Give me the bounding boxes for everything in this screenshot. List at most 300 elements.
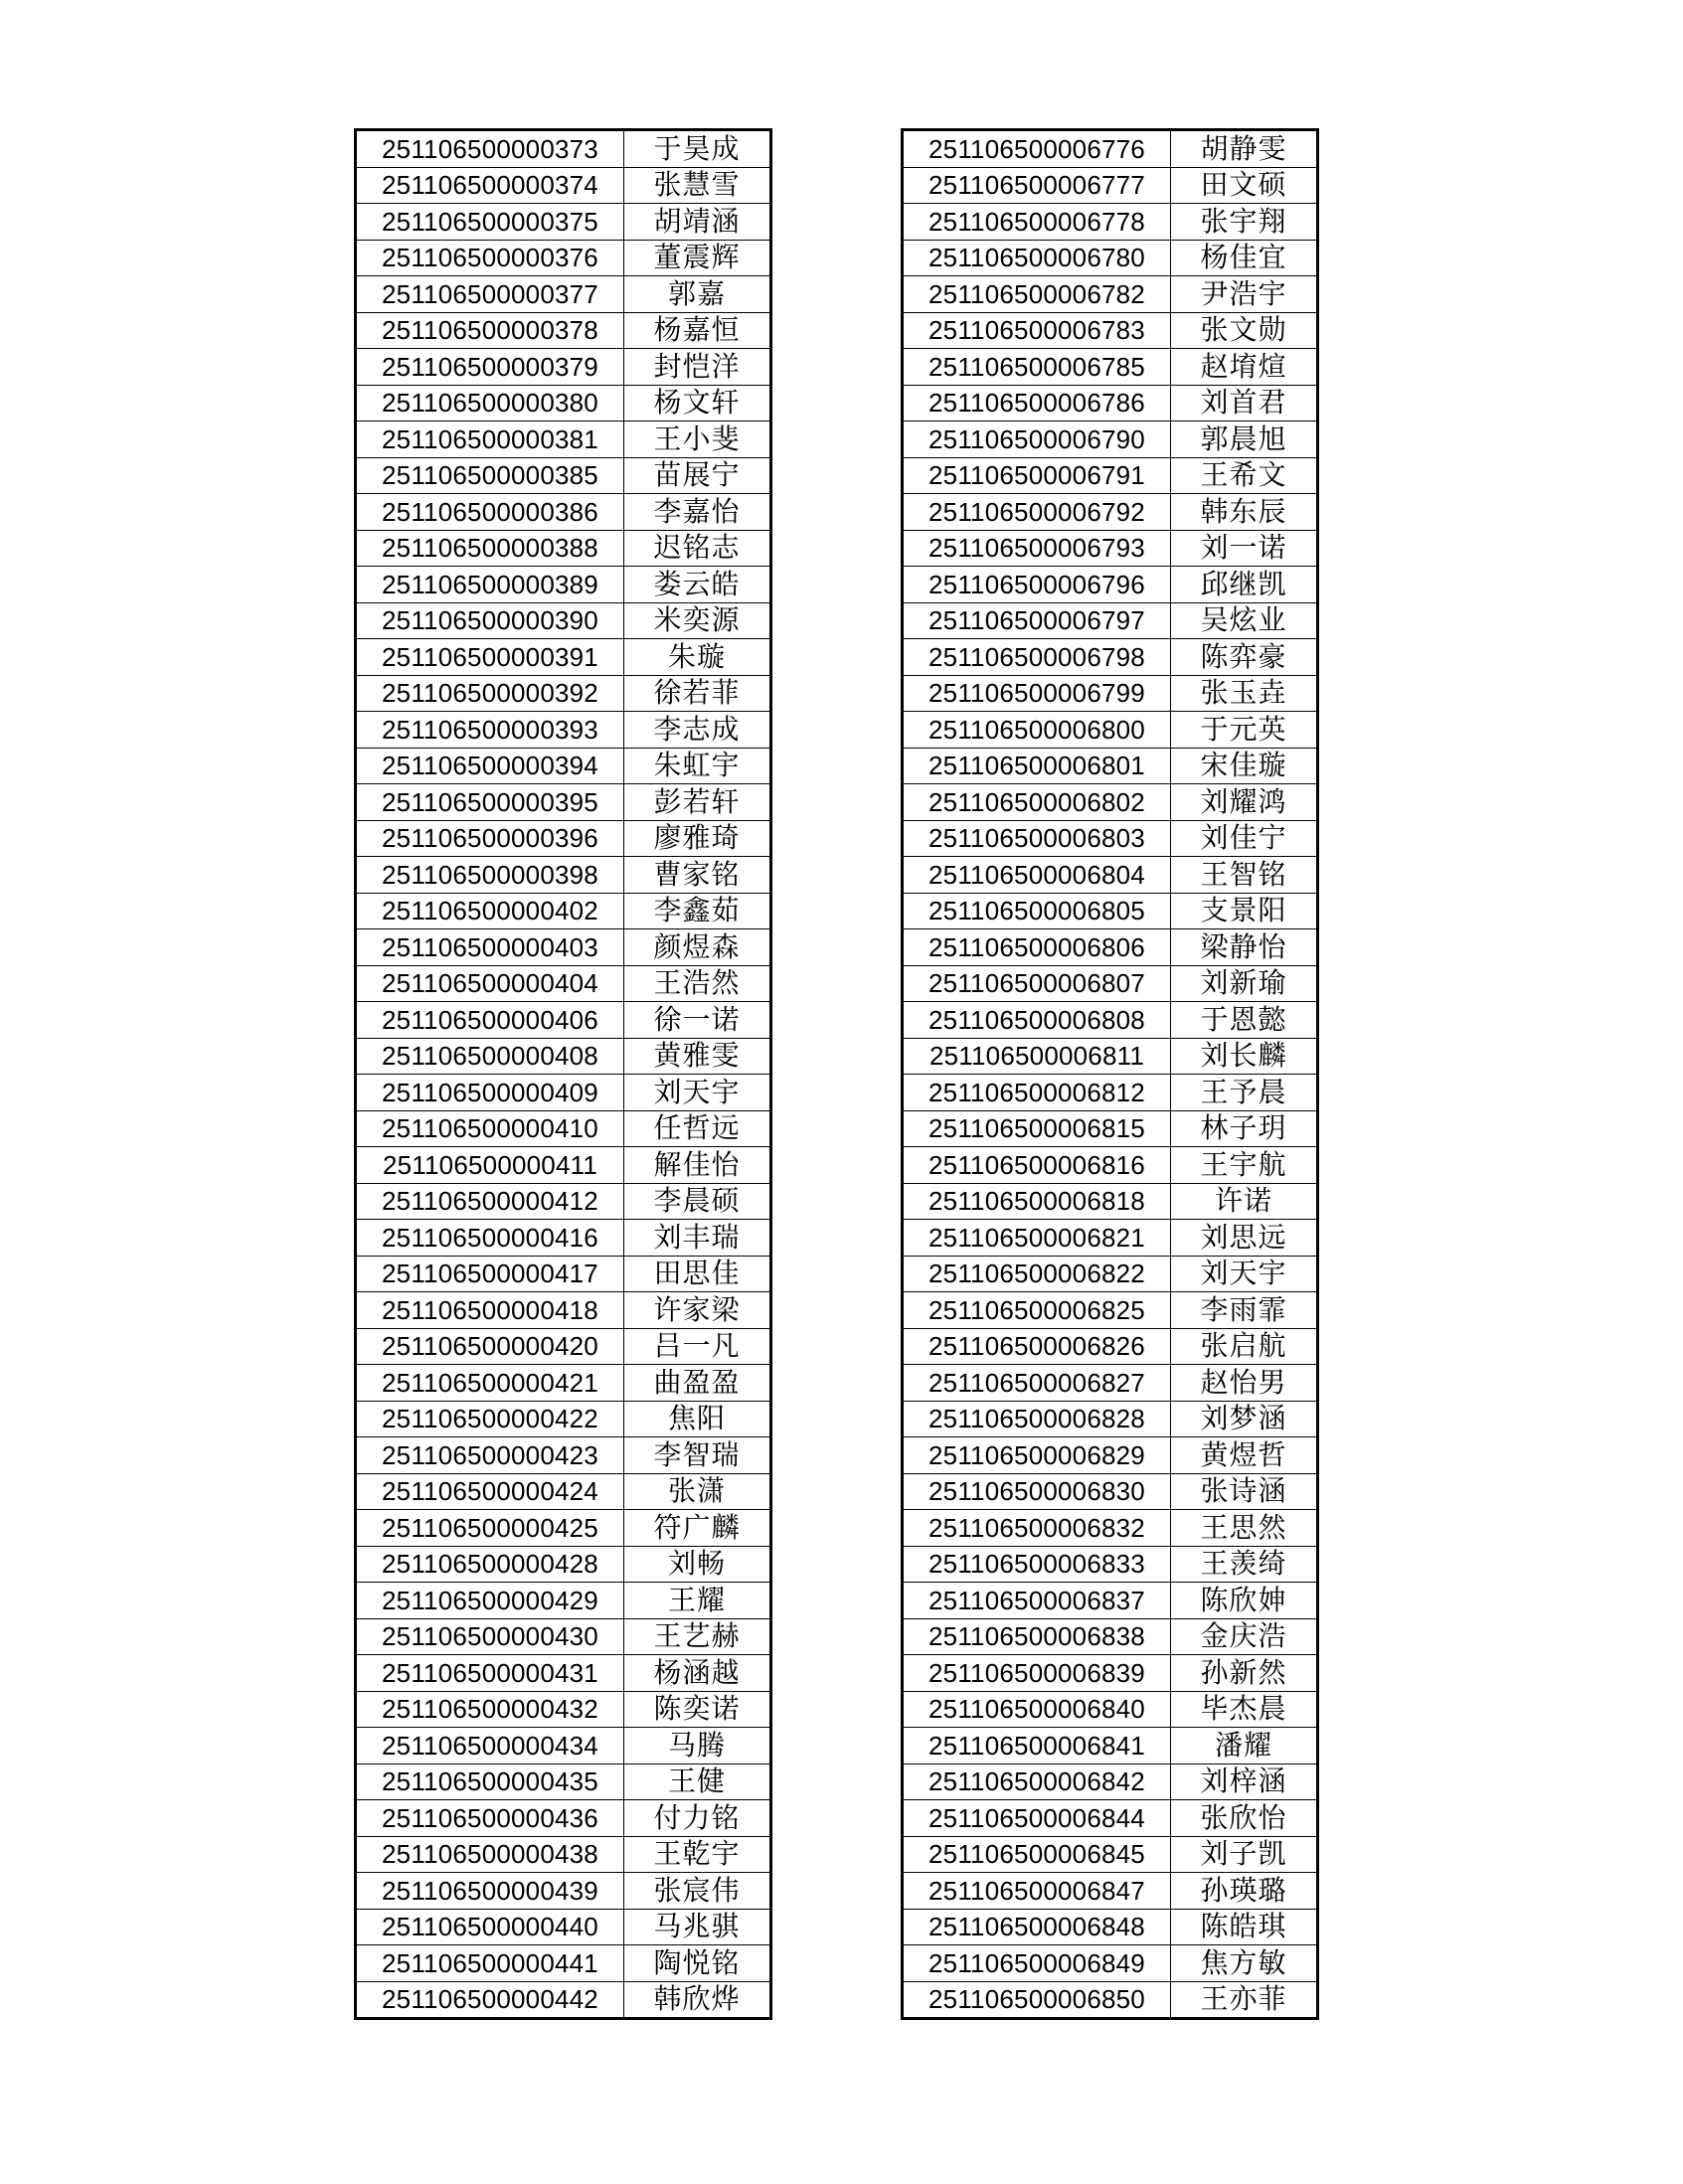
student-id-cell: 251106500000380 — [356, 385, 624, 421]
student-id-cell: 251106500000393 — [356, 712, 624, 749]
student-id-cell: 251106500006793 — [903, 530, 1171, 567]
table-row — [356, 784, 771, 821]
student-name-cell: 刘一诺 — [1171, 530, 1318, 567]
table-row — [903, 929, 1318, 966]
table-row — [903, 530, 1318, 567]
table-row — [903, 893, 1318, 929]
student-id-cell: 251106500000376 — [356, 240, 624, 276]
student-name-cell: 于恩懿 — [1171, 1002, 1318, 1039]
student-id-cell: 251106500000410 — [356, 1110, 624, 1147]
table-row — [903, 1764, 1318, 1800]
student-id-cell: 251106500000430 — [356, 1618, 624, 1655]
student-id-cell: 251106500000388 — [356, 530, 624, 567]
student-name-cell: 尹浩宇 — [1171, 276, 1318, 313]
table-row — [356, 1437, 771, 1474]
student-name-cell: 梁静怡 — [1171, 929, 1318, 966]
student-name-cell: 马腾 — [624, 1728, 771, 1764]
table-row — [356, 457, 771, 494]
student-id-cell: 251106500006821 — [903, 1220, 1171, 1257]
student-name-cell: 刘思远 — [1171, 1220, 1318, 1257]
student-id-cell: 251106500006847 — [903, 1873, 1171, 1910]
student-id-cell: 251106500000386 — [356, 494, 624, 531]
table-row — [356, 567, 771, 603]
student-name-cell: 刘梓涵 — [1171, 1764, 1318, 1800]
student-id-cell: 251106500000434 — [356, 1728, 624, 1764]
student-id-cell: 251106500006822 — [903, 1256, 1171, 1292]
table-row — [356, 1836, 771, 1873]
student-id-cell: 251106500006842 — [903, 1764, 1171, 1800]
student-id-cell: 251106500000412 — [356, 1183, 624, 1220]
student-name-cell: 朱虹宇 — [624, 748, 771, 784]
student-name-cell: 王小斐 — [624, 421, 771, 458]
student-id-cell: 251106500000417 — [356, 1256, 624, 1292]
table-row — [356, 1473, 771, 1510]
student-name-cell: 王羡绮 — [1171, 1546, 1318, 1583]
student-name-cell: 王亦菲 — [1171, 1981, 1318, 2019]
table-row — [356, 1981, 771, 2019]
student-id-cell: 251106500006805 — [903, 893, 1171, 929]
table-row — [903, 1691, 1318, 1728]
student-id-cell: 251106500006786 — [903, 385, 1171, 421]
student-name-cell: 刘天宇 — [624, 1075, 771, 1111]
table-row — [903, 784, 1318, 821]
roster-table-left-body — [356, 130, 771, 2019]
student-name-cell: 宋佳璇 — [1171, 748, 1318, 784]
student-name-cell: 苗展宁 — [624, 457, 771, 494]
student-name-cell: 陶悦铭 — [624, 1945, 771, 1982]
table-row — [356, 494, 771, 531]
table-row — [356, 1691, 771, 1728]
student-id-cell: 251106500006776 — [903, 130, 1171, 168]
student-id-cell: 251106500006825 — [903, 1292, 1171, 1329]
student-name-cell: 胡靖涵 — [624, 204, 771, 241]
student-id-cell: 251106500000439 — [356, 1873, 624, 1910]
table-row — [356, 1945, 771, 1982]
student-id-cell: 251106500000398 — [356, 857, 624, 894]
student-id-cell: 251106500000438 — [356, 1836, 624, 1873]
roster-table-left — [354, 128, 772, 2020]
table-row — [356, 1800, 771, 1837]
student-id-cell: 251106500000391 — [356, 639, 624, 676]
student-id-cell: 251106500006849 — [903, 1945, 1171, 1982]
table-row — [903, 1292, 1318, 1329]
table-row — [903, 167, 1318, 204]
table-row — [356, 1655, 771, 1692]
table-row — [903, 1510, 1318, 1547]
student-name-cell: 刘丰瑞 — [624, 1220, 771, 1257]
student-name-cell: 张启航 — [1171, 1328, 1318, 1365]
table-row — [903, 1583, 1318, 1619]
student-id-cell: 251106500006826 — [903, 1328, 1171, 1365]
student-id-cell: 251106500006808 — [903, 1002, 1171, 1039]
student-id-cell: 251106500006807 — [903, 965, 1171, 1002]
table-row — [356, 1873, 771, 1910]
student-name-cell: 毕杰晨 — [1171, 1691, 1318, 1728]
student-name-cell: 陈奕诺 — [624, 1691, 771, 1728]
table-row — [903, 1220, 1318, 1257]
student-id-cell: 251106500006785 — [903, 349, 1171, 386]
table-row — [356, 1220, 771, 1257]
student-id-cell: 251106500000375 — [356, 204, 624, 241]
student-id-cell: 251106500006783 — [903, 312, 1171, 349]
student-name-cell: 李鑫茹 — [624, 893, 771, 929]
table-row — [903, 1002, 1318, 1039]
student-id-cell: 251106500006802 — [903, 784, 1171, 821]
table-row — [356, 1328, 771, 1365]
table-row — [903, 1365, 1318, 1402]
table-row — [903, 276, 1318, 313]
student-name-cell: 解佳怡 — [624, 1147, 771, 1184]
student-name-cell: 许诺 — [1171, 1183, 1318, 1220]
student-id-cell: 251106500000390 — [356, 602, 624, 639]
table-row — [903, 1401, 1318, 1437]
table-row — [903, 1728, 1318, 1764]
table-row — [903, 857, 1318, 894]
table-row — [356, 893, 771, 929]
table-row — [356, 929, 771, 966]
student-id-cell: 251106500006818 — [903, 1183, 1171, 1220]
student-id-cell: 251106500000411 — [356, 1147, 624, 1184]
student-id-cell: 251106500000420 — [356, 1328, 624, 1365]
table-row — [903, 1655, 1318, 1692]
table-row — [903, 349, 1318, 386]
student-id-cell: 251106500000389 — [356, 567, 624, 603]
student-name-cell: 符广麟 — [624, 1510, 771, 1547]
student-id-cell: 251106500000392 — [356, 675, 624, 712]
student-name-cell: 吴炫业 — [1171, 602, 1318, 639]
table-row — [903, 494, 1318, 531]
student-name-cell: 刘长麟 — [1171, 1038, 1318, 1075]
student-id-cell: 251106500006800 — [903, 712, 1171, 749]
student-id-cell: 251106500006837 — [903, 1583, 1171, 1619]
student-name-cell: 杨佳宜 — [1171, 240, 1318, 276]
table-row — [356, 1292, 771, 1329]
student-name-cell: 廖雅琦 — [624, 820, 771, 857]
student-id-cell: 251106500000404 — [356, 965, 624, 1002]
table-row — [903, 1836, 1318, 1873]
student-name-cell: 邱继凯 — [1171, 567, 1318, 603]
table-row — [903, 1110, 1318, 1147]
student-id-cell: 251106500000416 — [356, 1220, 624, 1257]
table-row — [903, 639, 1318, 676]
student-name-cell: 张诗涵 — [1171, 1473, 1318, 1510]
student-name-cell: 刘畅 — [624, 1546, 771, 1583]
table-row — [903, 1981, 1318, 2019]
student-name-cell: 赵怡男 — [1171, 1365, 1318, 1402]
roster-table-right-body — [903, 130, 1318, 2019]
student-id-cell: 251106500006796 — [903, 567, 1171, 603]
student-name-cell: 徐若菲 — [624, 675, 771, 712]
student-id-cell: 251106500006798 — [903, 639, 1171, 676]
student-name-cell: 田思佳 — [624, 1256, 771, 1292]
student-id-cell: 251106500006790 — [903, 421, 1171, 458]
student-id-cell: 251106500006838 — [903, 1618, 1171, 1655]
student-name-cell: 马兆骐 — [624, 1909, 771, 1945]
student-id-cell: 251106500006811 — [903, 1038, 1171, 1075]
student-name-cell: 金庆浩 — [1171, 1618, 1318, 1655]
student-name-cell: 焦阳 — [624, 1401, 771, 1437]
student-id-cell: 251106500000379 — [356, 349, 624, 386]
student-name-cell: 李嘉怡 — [624, 494, 771, 531]
student-name-cell: 曲盈盈 — [624, 1365, 771, 1402]
student-id-cell: 251106500006832 — [903, 1510, 1171, 1547]
student-id-cell: 251106500006845 — [903, 1836, 1171, 1873]
student-name-cell: 张玉垚 — [1171, 675, 1318, 712]
table-row — [903, 1328, 1318, 1365]
student-id-cell: 251106500000436 — [356, 1800, 624, 1837]
student-id-cell: 251106500000432 — [356, 1691, 624, 1728]
student-name-cell: 李雨霏 — [1171, 1292, 1318, 1329]
table-row — [903, 748, 1318, 784]
student-name-cell: 陈皓琪 — [1171, 1909, 1318, 1945]
student-id-cell: 251106500006841 — [903, 1728, 1171, 1764]
student-name-cell: 王智铭 — [1171, 857, 1318, 894]
student-name-cell: 张慧雪 — [624, 167, 771, 204]
student-name-cell: 米奕源 — [624, 602, 771, 639]
table-row — [356, 1764, 771, 1800]
table-row — [356, 1256, 771, 1292]
student-name-cell: 王思然 — [1171, 1510, 1318, 1547]
table-row — [903, 130, 1318, 168]
student-name-cell: 郭嘉 — [624, 276, 771, 313]
table-row — [356, 1618, 771, 1655]
table-row — [356, 965, 771, 1002]
table-row — [356, 167, 771, 204]
student-id-cell: 251106500000402 — [356, 893, 624, 929]
table-row — [356, 1365, 771, 1402]
table-row — [903, 457, 1318, 494]
student-name-cell: 吕一凡 — [624, 1328, 771, 1365]
student-id-cell: 251106500000418 — [356, 1292, 624, 1329]
student-id-cell: 251106500006815 — [903, 1110, 1171, 1147]
table-row — [903, 1038, 1318, 1075]
student-name-cell: 董震辉 — [624, 240, 771, 276]
student-name-cell: 杨文轩 — [624, 385, 771, 421]
student-id-cell: 251106500000409 — [356, 1075, 624, 1111]
student-id-cell: 251106500000378 — [356, 312, 624, 349]
table-row — [356, 639, 771, 676]
table-row — [903, 602, 1318, 639]
student-id-cell: 251106500006844 — [903, 1800, 1171, 1837]
student-id-cell: 251106500000423 — [356, 1437, 624, 1474]
student-name-cell: 朱璇 — [624, 639, 771, 676]
student-name-cell: 曹家铭 — [624, 857, 771, 894]
student-id-cell: 251106500006778 — [903, 204, 1171, 241]
table-row — [903, 1909, 1318, 1945]
student-name-cell: 张宸伟 — [624, 1873, 771, 1910]
student-id-cell: 251106500000424 — [356, 1473, 624, 1510]
student-id-cell: 251106500006850 — [903, 1981, 1171, 2019]
student-id-cell: 251106500006829 — [903, 1437, 1171, 1474]
student-name-cell: 王希文 — [1171, 457, 1318, 494]
student-id-cell: 251106500006777 — [903, 167, 1171, 204]
student-name-cell: 颜煜森 — [624, 929, 771, 966]
table-row — [356, 349, 771, 386]
student-name-cell: 封恺洋 — [624, 349, 771, 386]
student-name-cell: 孙瑛璐 — [1171, 1873, 1318, 1910]
student-id-cell: 251106500006840 — [903, 1691, 1171, 1728]
student-name-cell: 潘耀 — [1171, 1728, 1318, 1764]
student-id-cell: 251106500006791 — [903, 457, 1171, 494]
table-row — [356, 748, 771, 784]
student-name-cell: 刘耀鸿 — [1171, 784, 1318, 821]
student-name-cell: 张潇 — [624, 1473, 771, 1510]
student-name-cell: 林子玥 — [1171, 1110, 1318, 1147]
table-row — [903, 1147, 1318, 1184]
table-row — [356, 602, 771, 639]
student-name-cell: 孙新然 — [1171, 1655, 1318, 1692]
student-name-cell: 彭若轩 — [624, 784, 771, 821]
table-row — [903, 567, 1318, 603]
table-row — [903, 1800, 1318, 1837]
table-row — [356, 1510, 771, 1547]
student-id-cell: 251106500000429 — [356, 1583, 624, 1619]
student-name-cell: 田文硕 — [1171, 167, 1318, 204]
table-row — [903, 1256, 1318, 1292]
student-name-cell: 陈欣妽 — [1171, 1583, 1318, 1619]
student-id-cell: 251106500006806 — [903, 929, 1171, 966]
table-row — [903, 1945, 1318, 1982]
student-name-cell: 赵堉煊 — [1171, 349, 1318, 386]
table-row — [356, 204, 771, 241]
student-name-cell: 于元英 — [1171, 712, 1318, 749]
table-row — [356, 1546, 771, 1583]
table-row — [356, 530, 771, 567]
student-name-cell: 李智瑞 — [624, 1437, 771, 1474]
table-row — [903, 1075, 1318, 1111]
table-row — [356, 675, 771, 712]
student-id-cell: 251106500000440 — [356, 1909, 624, 1945]
student-name-cell: 张文勋 — [1171, 312, 1318, 349]
student-name-cell: 黄雅雯 — [624, 1038, 771, 1075]
student-id-cell: 251106500006792 — [903, 494, 1171, 531]
student-id-cell: 251106500006833 — [903, 1546, 1171, 1583]
student-name-cell: 王浩然 — [624, 965, 771, 1002]
student-name-cell: 王艺赫 — [624, 1618, 771, 1655]
table-row — [903, 1618, 1318, 1655]
student-id-cell: 251106500000441 — [356, 1945, 624, 1982]
table-row — [356, 712, 771, 749]
student-id-cell: 251106500000406 — [356, 1002, 624, 1039]
table-row — [356, 312, 771, 349]
student-id-cell: 251106500000395 — [356, 784, 624, 821]
student-id-cell: 251106500000442 — [356, 1981, 624, 2019]
student-name-cell: 刘天宇 — [1171, 1256, 1318, 1292]
table-row — [903, 820, 1318, 857]
student-id-cell: 251106500006801 — [903, 748, 1171, 784]
student-name-cell: 刘首君 — [1171, 385, 1318, 421]
student-id-cell: 251106500006816 — [903, 1147, 1171, 1184]
table-row — [356, 1401, 771, 1437]
student-name-cell: 任哲远 — [624, 1110, 771, 1147]
student-id-cell: 251106500000428 — [356, 1546, 624, 1583]
student-name-cell: 刘新瑜 — [1171, 965, 1318, 1002]
student-name-cell: 胡静雯 — [1171, 130, 1318, 168]
student-name-cell: 迟铭志 — [624, 530, 771, 567]
student-id-cell: 251106500006803 — [903, 820, 1171, 857]
table-row — [356, 1002, 771, 1039]
student-name-cell: 王宇航 — [1171, 1147, 1318, 1184]
student-id-cell: 251106500000431 — [356, 1655, 624, 1692]
student-id-cell: 251106500006839 — [903, 1655, 1171, 1692]
student-id-cell: 251106500000403 — [356, 929, 624, 966]
table-row — [903, 1437, 1318, 1474]
student-id-cell: 251106500006828 — [903, 1401, 1171, 1437]
table-row — [356, 1110, 771, 1147]
student-id-cell: 251106500000396 — [356, 820, 624, 857]
student-id-cell: 251106500000421 — [356, 1365, 624, 1402]
table-row — [903, 675, 1318, 712]
table-row — [903, 385, 1318, 421]
student-id-cell: 251106500006830 — [903, 1473, 1171, 1510]
table-row — [903, 1546, 1318, 1583]
student-name-cell: 娄云皓 — [624, 567, 771, 603]
student-name-cell: 韩欣烨 — [624, 1981, 771, 2019]
student-name-cell: 张宇翔 — [1171, 204, 1318, 241]
student-id-cell: 251106500000394 — [356, 748, 624, 784]
student-name-cell: 刘子凯 — [1171, 1836, 1318, 1873]
student-name-cell: 张欣怡 — [1171, 1800, 1318, 1837]
student-id-cell: 251106500000422 — [356, 1401, 624, 1437]
student-name-cell: 许家梁 — [624, 1292, 771, 1329]
table-row — [356, 276, 771, 313]
student-id-cell: 251106500006799 — [903, 675, 1171, 712]
student-name-cell: 付力铭 — [624, 1800, 771, 1837]
table-row — [356, 1038, 771, 1075]
student-name-cell: 王乾宇 — [624, 1836, 771, 1873]
student-name-cell: 王予晨 — [1171, 1075, 1318, 1111]
student-name-cell: 李晨硕 — [624, 1183, 771, 1220]
table-row — [356, 1075, 771, 1111]
table-row — [903, 312, 1318, 349]
student-name-cell: 于昊成 — [624, 130, 771, 168]
student-id-cell: 251106500000385 — [356, 457, 624, 494]
student-name-cell: 刘佳宁 — [1171, 820, 1318, 857]
table-row — [903, 965, 1318, 1002]
table-row — [903, 1183, 1318, 1220]
student-id-cell: 251106500006827 — [903, 1365, 1171, 1402]
student-name-cell: 徐一诺 — [624, 1002, 771, 1039]
table-row — [356, 385, 771, 421]
student-name-cell: 王健 — [624, 1764, 771, 1800]
table-row — [903, 240, 1318, 276]
table-row — [356, 1909, 771, 1945]
table-row — [356, 130, 771, 168]
student-id-cell: 251106500006797 — [903, 602, 1171, 639]
student-name-cell: 王耀 — [624, 1583, 771, 1619]
student-id-cell: 251106500000425 — [356, 1510, 624, 1547]
student-id-cell: 251106500000435 — [356, 1764, 624, 1800]
student-name-cell: 杨涵越 — [624, 1655, 771, 1692]
table-row — [903, 712, 1318, 749]
table-row — [356, 820, 771, 857]
table-row — [356, 1183, 771, 1220]
student-id-cell: 251106500006812 — [903, 1075, 1171, 1111]
student-name-cell: 黄煜哲 — [1171, 1437, 1318, 1474]
student-id-cell: 251106500000381 — [356, 421, 624, 458]
student-name-cell: 李志成 — [624, 712, 771, 749]
table-row — [356, 421, 771, 458]
table-row — [903, 1873, 1318, 1910]
student-id-cell: 251106500000374 — [356, 167, 624, 204]
student-name-cell: 韩东辰 — [1171, 494, 1318, 531]
student-id-cell: 251106500006804 — [903, 857, 1171, 894]
student-name-cell: 陈弈豪 — [1171, 639, 1318, 676]
table-row — [356, 1147, 771, 1184]
student-id-cell: 251106500000377 — [356, 276, 624, 313]
student-id-cell: 251106500000373 — [356, 130, 624, 168]
table-row — [903, 204, 1318, 241]
